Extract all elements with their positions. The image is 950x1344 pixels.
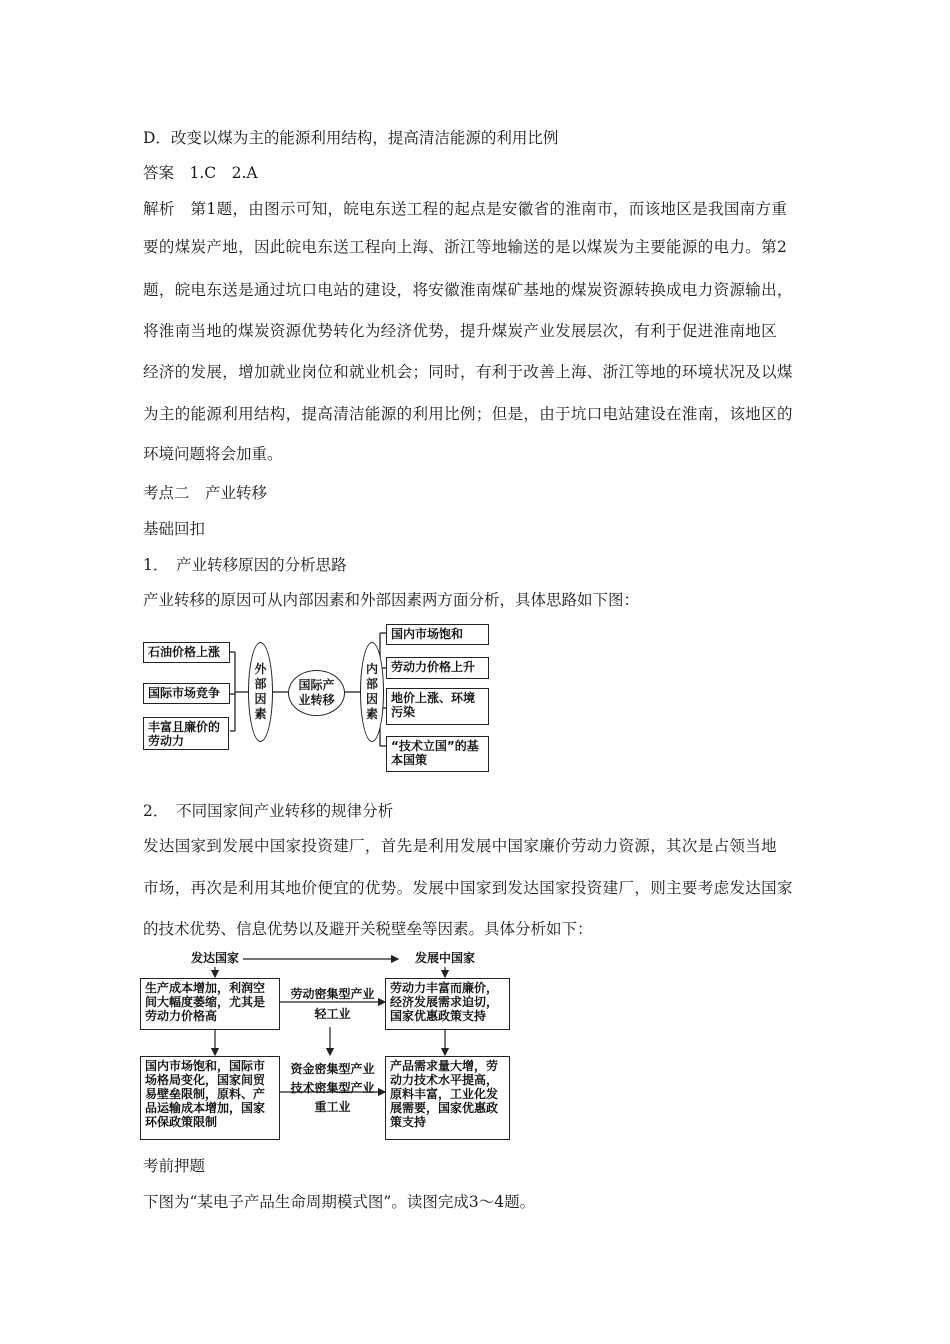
developing-bottom-reasons: 产品需求量大增，劳动力技术水平提高，原料丰富，工业化发展需要，国家优惠政策支持 [385, 1056, 510, 1140]
section-title: 考点二 产业转移 [143, 484, 268, 502]
internal-factors [360, 642, 384, 742]
exam-prompt: 下图为“某电子产品生命周期模式图”。读图完成3～4题。 [143, 1193, 536, 1211]
analysis-line-7: 环境问题将会加重。 [143, 445, 283, 463]
heavy-industry-label: 重工业 [314, 1100, 351, 1114]
analysis-line-1: 解析 第1题，由图示可知，皖电东送工程的起点是安徽省的淮南市，而该地区是我国南方重 [143, 200, 788, 218]
light-industry-label: 轻工业 [314, 1007, 351, 1021]
item2-line-3: 的技术优势、信息优势以及避开关税壁垒等因素。具体分析如下： [143, 920, 593, 938]
developed-country-label: 发达国家 [190, 951, 239, 965]
external-factors-label: 外部因素 [254, 662, 267, 721]
cause-oil-price: 石油价格上涨 [143, 642, 230, 663]
industry-transfer-causes-diagram [140, 620, 500, 767]
factor-technology-policy: “技术立国”的基本国策 [386, 736, 489, 772]
item1-text: 产业转移的原因可从内部因素和外部因素两方面分析，具体思路如下图： [143, 591, 640, 609]
center-label: 国际产业转移 [298, 678, 335, 707]
analysis-line-5: 经济的发展，增加就业岗位和就业机会；同时，有利于改善上海、浙江等地的环境状况及以煤 [143, 363, 793, 381]
item2-title: 2． 不同国家间产业转移的规律分析 [143, 802, 394, 820]
analysis-line-6: 为主的能源利用结构，提高清洁能源的利用比例；但是，由于坑口电站建设在淮南，该地区的 [143, 405, 793, 423]
analysis-line-2: 要的煤炭产地，因此皖电东送工程向上海、浙江等地输送的是以煤炭为主要能源的电力。第2 [143, 238, 788, 256]
transfer-pattern-diagram [140, 945, 520, 1145]
factor-land-environment: 地价上涨、环境污染 [386, 688, 489, 725]
factor-labor-cost: 劳动力价格上升 [386, 657, 489, 679]
international-industry-transfer [288, 670, 345, 716]
developing-top-reasons: 劳动力丰富而廉价，经济发展需求迫切，国家优惠政策支持 [385, 978, 510, 1030]
analysis-line-3: 题，皖电东送是通过坑口电站的建设，将安徽淮南煤矿基地的煤炭资源转换成电力资源输出， [143, 281, 793, 299]
analysis-line-4: 将淮南当地的煤炭资源优势转化为经济优势，提升煤炭产业发展层次，有利于促进淮南地区 [143, 322, 778, 340]
answer: 答案 1.C 2.A [143, 164, 258, 182]
cause-market-competition: 国际市场竞争 [143, 683, 230, 704]
external-factors [248, 642, 273, 742]
item2-line-2: 市场，再次是利用其地价便宜的优势。发展中国家到发达国家投资建厂，则主要考虑发达国家 [143, 879, 793, 897]
exam-title: 考前押题 [143, 1157, 206, 1175]
capital-intensive-label: 资金密集型产业 [290, 1062, 375, 1076]
item2-line-1: 发达国家到发展中国家投资建厂，首先是利用发展中国家廉价劳动力资源，其次是占领当地 [143, 837, 778, 855]
developed-top-reasons: 生产成本增加，利润空间大幅度萎缩，尤其是劳动力价格高 [140, 978, 280, 1030]
developed-bottom-reasons: 国内市场饱和，国际市场格局变化，国家间贸易壁垒限制，原料、产品运输成本增加，国家环保政策限制 [140, 1056, 280, 1140]
internal-factors-label: 内部因素 [365, 662, 378, 721]
section-subtitle: 基础回扣 [143, 520, 206, 538]
developing-country-label: 发展中国家 [414, 951, 475, 965]
factor-market-saturation: 国内市场饱和 [386, 624, 489, 645]
option-d: D．改变以煤为主的能源利用结构，提高清洁能源的利用比例 [143, 129, 559, 147]
technology-intensive-label: 技术密集型产业 [290, 1081, 375, 1095]
labor-intensive-label: 劳动密集型产业 [290, 987, 375, 1001]
item1-title: 1． 产业转移原因的分析思路 [143, 556, 347, 574]
cause-cheap-labor: 丰富且廉价的劳动力 [143, 717, 229, 750]
